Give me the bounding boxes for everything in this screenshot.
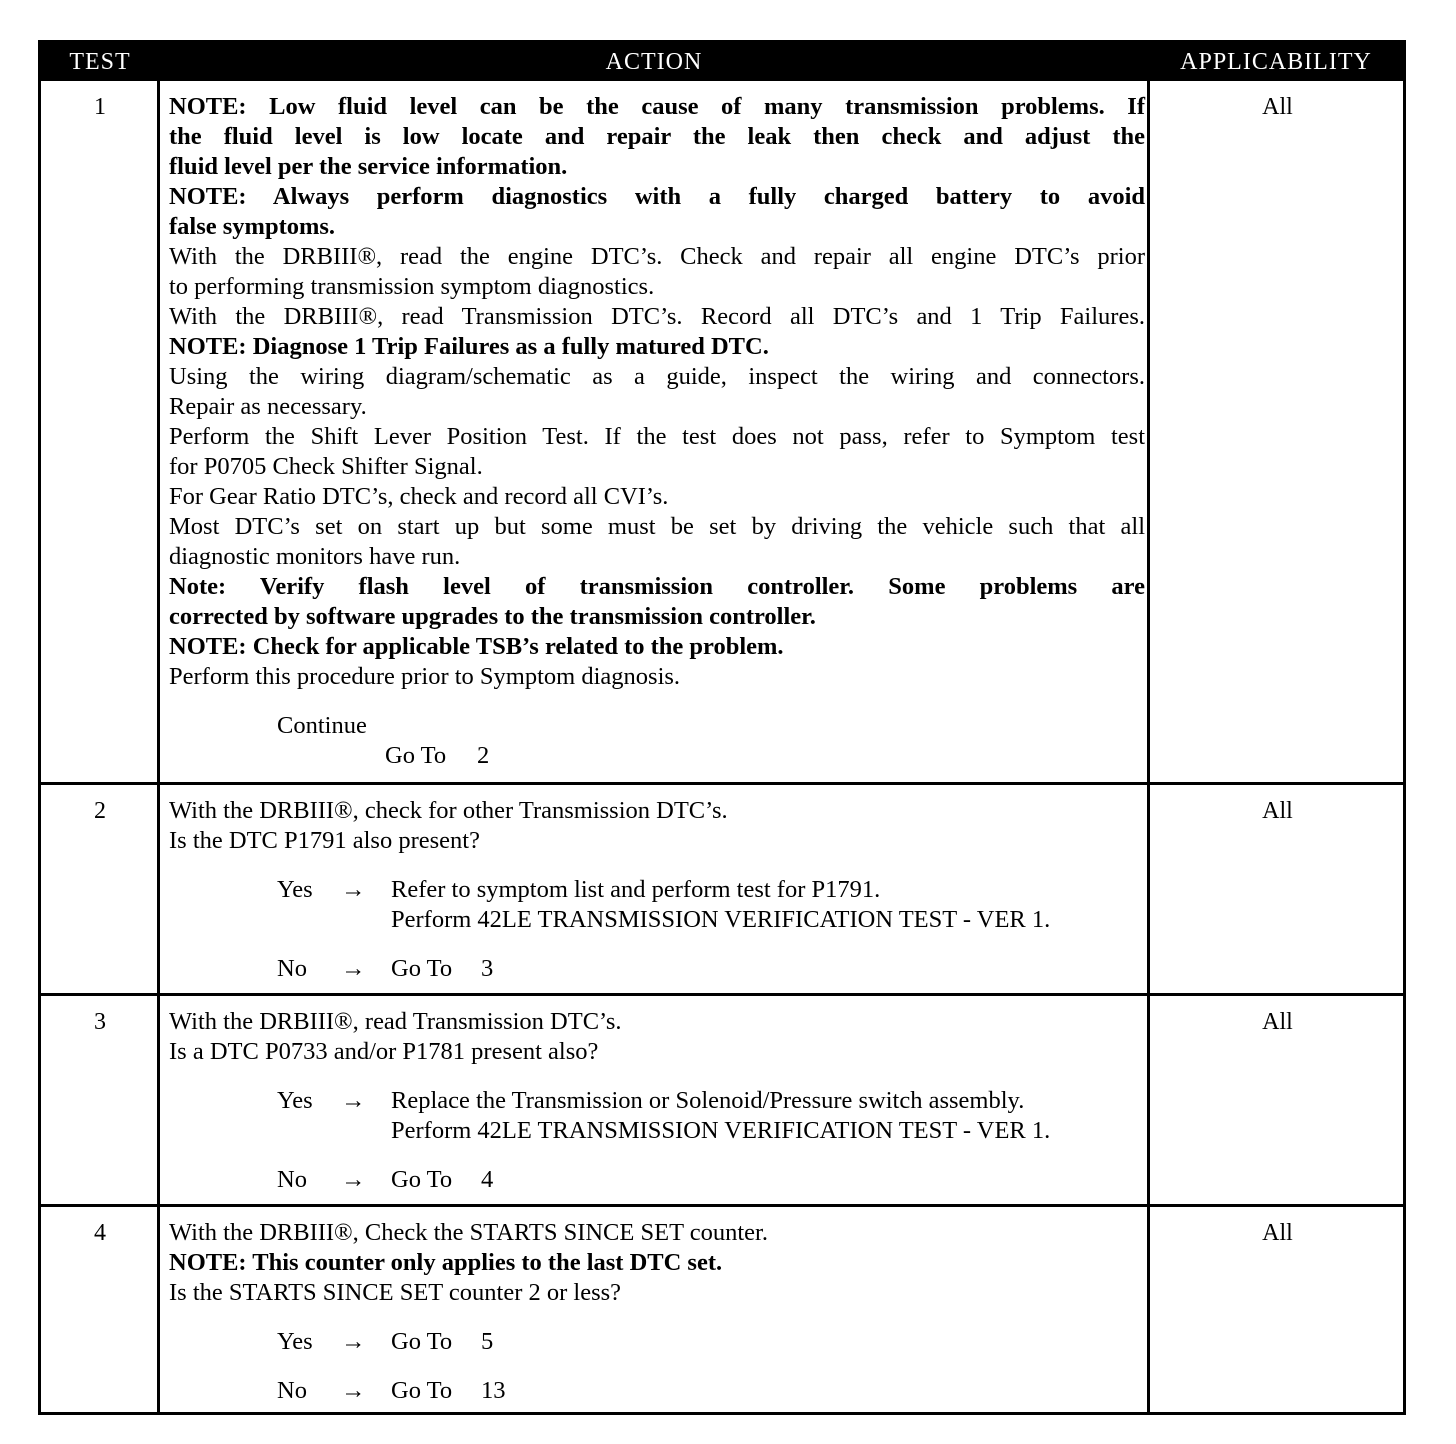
no-result [169,954,1145,984]
text-line: for P0705 Check Shifter Signal. [169,453,483,480]
goto-target: 13 [481,1377,506,1404]
header-action: ACTION [605,49,703,75]
text-line: Is the STARTS SINCE SET counter 2 or less? [169,1279,622,1306]
note-line: NOTE: This counter only applies to the last DTC set. [169,1249,723,1276]
note-line: NOTE: Check for applicable TSB’s related to the problem. [169,633,784,660]
yes-result [169,1086,1145,1116]
diagnostic-table [38,40,1406,1415]
arrow-icon: → [341,1377,366,1404]
test-number: 1 [94,94,106,120]
text-line: Most DTC’s set on start up but some must be set by driving the vehicle such that all [169,513,1145,540]
arrow-icon: → [341,955,366,982]
no-label: No [277,955,307,982]
action-cell [169,796,1145,984]
yes-label: Yes [277,876,313,903]
text-line: Perform this procedure prior to Symptom diagnosis. [169,663,681,690]
applicability-cell: All [1262,1009,1293,1035]
goto-result [169,741,1145,771]
action-cell [169,1218,1145,1406]
yes-label: Yes [277,1328,313,1355]
test-number: 3 [94,1009,106,1035]
note-line: corrected by software upgrades to the transmission controller. [169,603,816,630]
column-divider [157,81,160,1412]
yes-action: Perform 42LE TRANSMISSION VERIFICATION TEST - VER 1. [391,906,1051,933]
yes-action: Replace the Transmission or Solenoid/Pressure switch assembly. [391,1087,1025,1114]
yes-label: Yes [277,1087,313,1114]
header-applicability: APPLICABILITY [1180,49,1372,75]
test-number: 2 [94,798,106,824]
row-divider [41,782,1403,785]
goto-label: Go To [391,1328,453,1355]
column-divider [1147,81,1150,1412]
text-line: Using the wiring diagram/schematic as a guide, inspect the wiring and connectors. [169,363,1145,390]
text-line: With the DRBIII®, check for other Transmission DTC’s. [169,797,728,824]
text-line: With the DRBIII®, read Transmission DTC’s. Record all DTC’s and 1 Trip Failures. [169,303,1145,330]
row-divider [41,1204,1403,1207]
applicability-cell: All [1262,94,1293,120]
text-line: Is the DTC P1791 also present? [169,827,480,854]
note-line: Note: Verify flash level of transmission controller. Some problems are [169,573,1145,600]
note-line: the fluid level is low locate and repair the leak then check and adjust the [169,123,1145,150]
action-cell [169,92,1145,771]
text-line: With the DRBIII®, read the engine DTC’s. Check and repair all engine DTC’s prior [169,243,1145,270]
goto-label: Go To [391,1166,453,1193]
goto-label: Go To [385,742,447,769]
header-test: TEST [69,49,131,75]
yes-result-cont [169,1116,1145,1146]
yes-result [169,875,1145,905]
note-line: NOTE: Always perform diagnostics with a fully charged battery to avoid [169,183,1145,210]
no-result [169,1376,1145,1406]
applicability-cell: All [1262,1220,1293,1246]
no-result [169,1165,1145,1195]
note-line: NOTE: Low fluid level can be the cause of many transmission problems. If [169,93,1145,120]
table-header [41,43,1403,81]
arrow-icon: → [341,1328,366,1355]
text-line: With the DRBIII®, Check the STARTS SINCE SET counter. [169,1219,768,1246]
goto-target: 4 [481,1166,494,1193]
no-label: No [277,1166,307,1193]
note-line: NOTE: Diagnose 1 Trip Failures as a fully matured DTC. [169,333,769,360]
text-line: diagnostic monitors have run. [169,543,461,570]
arrow-icon: → [341,1087,366,1114]
goto-label: Go To [391,1377,453,1404]
note-line: false symptoms. [169,213,336,240]
continue-label: Continue [277,712,367,739]
text-line: For Gear Ratio DTC’s, check and record all CVI’s. [169,483,669,510]
action-cell [169,1007,1145,1195]
text-line: Repair as necessary. [169,393,367,420]
text-line: Is a DTC P0733 and/or P1781 present also? [169,1038,599,1065]
yes-result-cont [169,905,1145,935]
goto-label: Go To [391,955,453,982]
applicability-cell: All [1262,798,1293,824]
goto-target: 5 [481,1328,494,1355]
note-line: fluid level per the service information. [169,153,568,180]
no-label: No [277,1377,307,1404]
test-number: 4 [94,1220,106,1246]
row-divider [41,993,1403,996]
yes-result [169,1327,1145,1357]
text-line: With the DRBIII®, read Transmission DTC’s. [169,1008,622,1035]
goto-target: 2 [477,742,490,769]
arrow-icon: → [341,876,366,903]
text-line: to performing transmission symptom diagnostics. [169,273,655,300]
yes-action: Perform 42LE TRANSMISSION VERIFICATION TEST - VER 1. [391,1117,1051,1144]
text-line: Perform the Shift Lever Position Test. If the test does not pass, refer to Symptom test [169,423,1145,450]
goto-target: 3 [481,955,494,982]
continue-result [169,711,1145,741]
arrow-icon: → [341,1166,366,1193]
yes-action: Refer to symptom list and perform test for P1791. [391,876,881,903]
